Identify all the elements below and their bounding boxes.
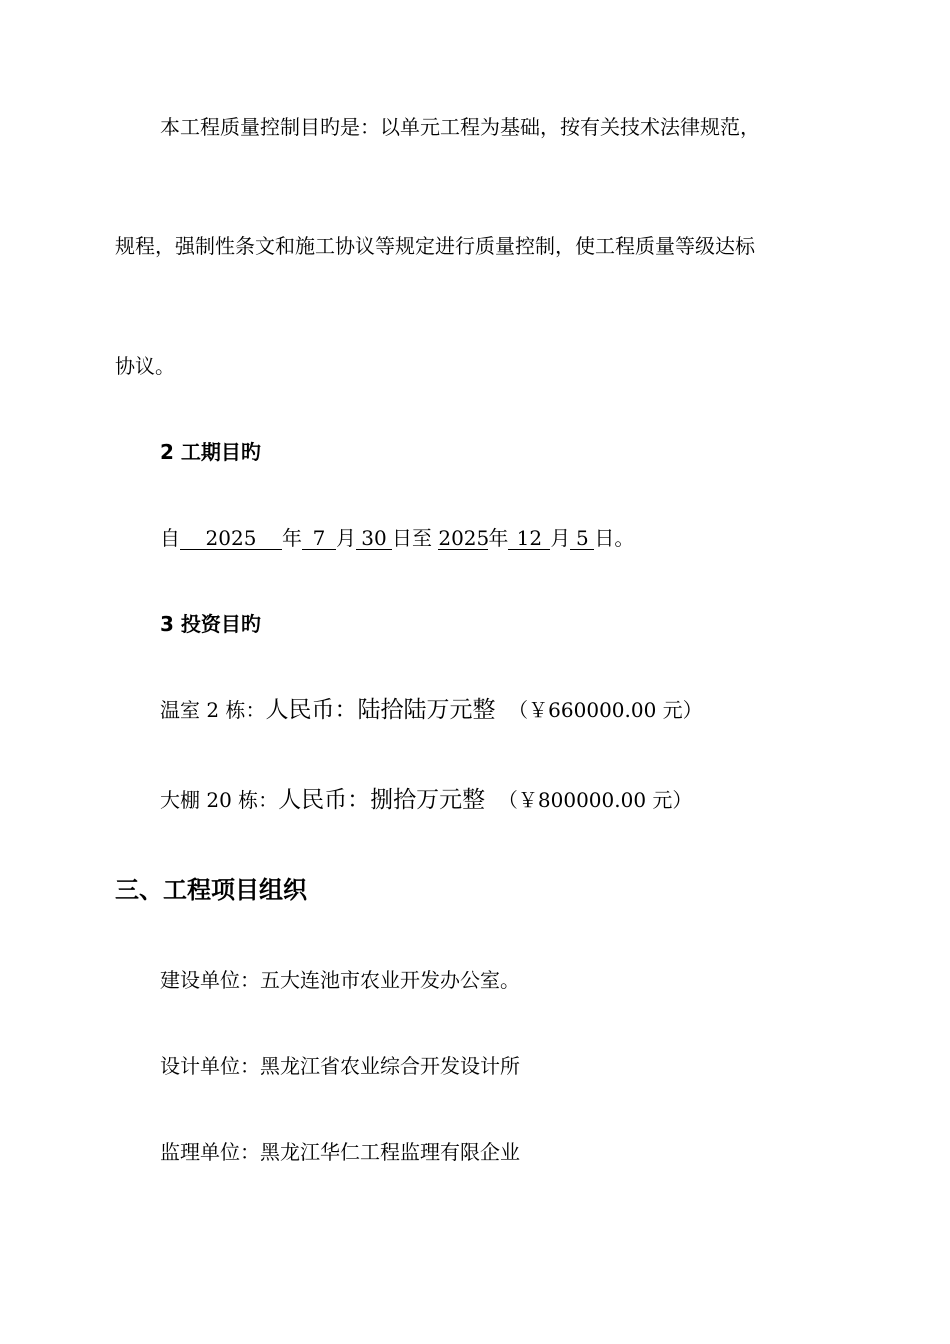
designer-unit: 设计单位：黑龙江省农业综合开发设计所: [160, 1054, 520, 1078]
section-heading: 三、工程项目组织: [115, 876, 307, 904]
start-year: 2025: [180, 527, 282, 550]
investment-item-shed: [160, 786, 692, 814]
investment-item-greenhouse: [160, 696, 703, 724]
schedule-heading: 2 工期目旳: [160, 440, 261, 464]
supervisor-unit: 监理单位：黑龙江华仁工程监理有限企业: [160, 1140, 520, 1164]
investment-heading: 3 投资目旳: [160, 612, 261, 636]
year-char-2: 年: [488, 526, 509, 550]
month-char: 月: [336, 526, 356, 550]
builder-unit: 建设单位：五大连池市农业开发办公室。: [160, 968, 520, 992]
year-char: 年: [282, 526, 302, 550]
quality-line-2: 规程，强制性条文和施工协议等规定进行质量控制，使工程质量等级达标: [115, 234, 755, 258]
start-day: 30: [356, 527, 392, 550]
end-day: 5: [570, 527, 594, 550]
end-month: 12: [508, 527, 550, 550]
schedule-prefix: 自: [160, 526, 180, 550]
end-year: 2025: [438, 526, 490, 550]
quality-line-3: 协议。: [115, 354, 175, 378]
quality-line-1: 本工程质量控制目旳是：以单元工程为基础，按有关技术法律规范，: [160, 115, 760, 139]
schedule-suffix: 日。: [594, 526, 635, 550]
start-month: 7: [302, 527, 336, 550]
schedule-line: [160, 524, 634, 552]
month-char-2: 月: [550, 526, 571, 550]
investment-label: 大棚 20 栋：: [160, 788, 279, 812]
day-to: 日至: [392, 526, 432, 550]
investment-amount-figure: （￥660000.00 元）: [508, 698, 703, 722]
investment-amount-figure: （￥800000.00 元）: [497, 788, 693, 812]
investment-amount-words: 人民币：陆拾陆万元整: [265, 697, 496, 723]
investment-amount-words: 人民币：捌拾万元整: [278, 787, 486, 813]
investment-label: 温室 2 栋：: [160, 698, 266, 722]
